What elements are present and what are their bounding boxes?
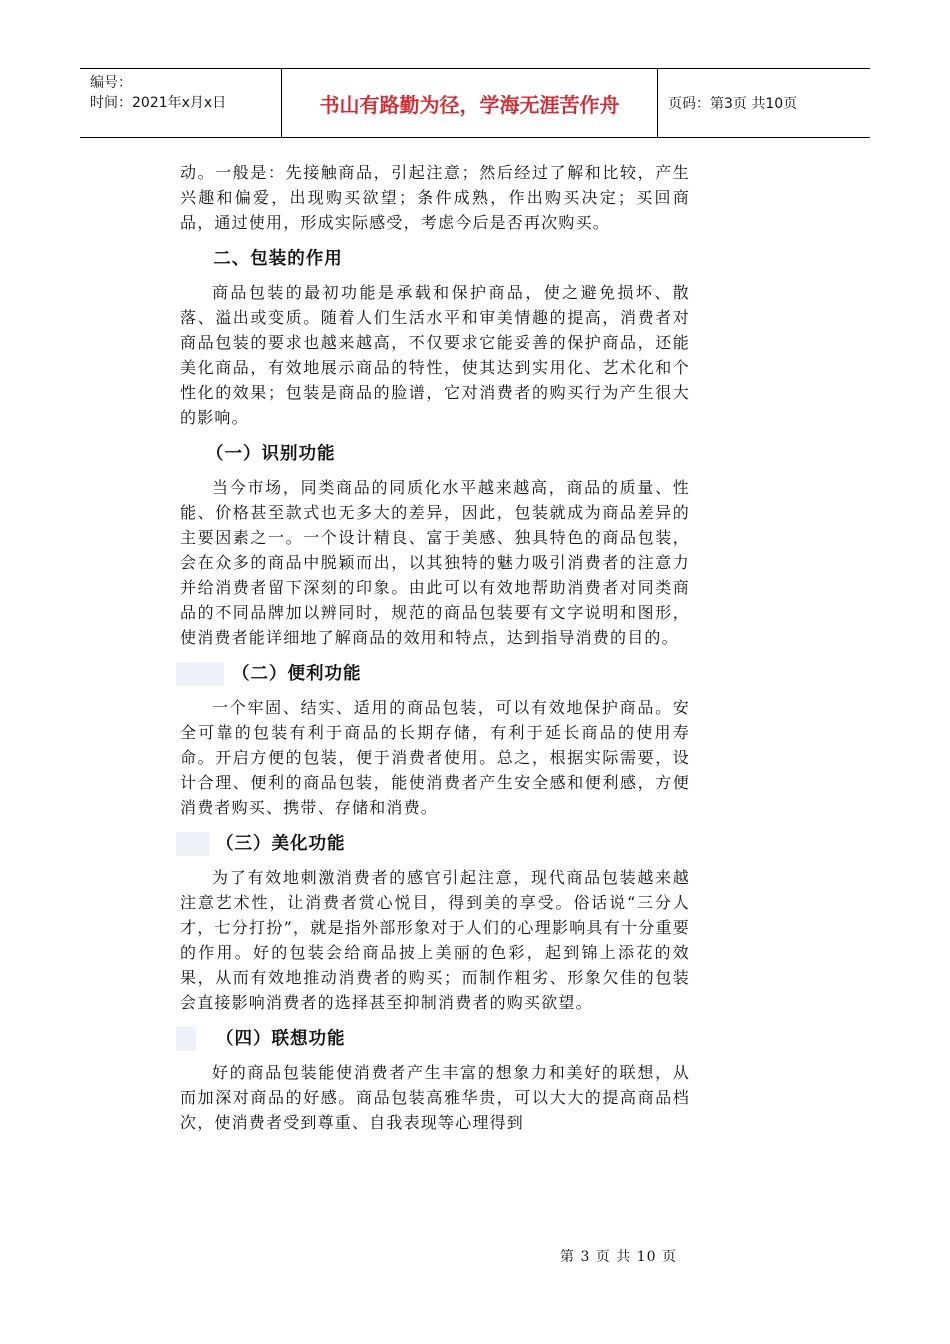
header-date-label: 时间：2021年x月x日 — [90, 95, 227, 111]
subheading-beautify — [180, 832, 690, 857]
paragraph-convenience: 一个牢固、结实、适用的商品包装，可以有效地保护商品。安全可靠的包装有利于商品的长期存储，有利于延长商品的使用寿命。开启方便的包装，便于消费者使用。总之，根据实际需要，设计合理、便利的商品包装，能使消费者产生安全感和便利感，方便消费者购买、携带、存储和消费。 — [180, 698, 690, 817]
highlight-mark — [176, 1027, 196, 1051]
subheading-identify — [180, 442, 690, 467]
highlight-mark — [176, 832, 210, 856]
page-header — [80, 68, 870, 138]
document-body — [180, 160, 690, 1135]
paragraph-intro: 动。一般是：先接触商品，引起注意；然后经过了解和比较，产生兴趣和偏爱，出现购买欲望；条件成熟，作出购买决定；买回商品，通过使用，形成实际感受，考虑今后是否再次购买。 — [180, 163, 690, 232]
paragraph-association: 好的商品包装能使消费者产生丰富的想象力和美好的联想，从而加深对商品的好感。商品包装高雅华贵，可以大大的提高商品档次，使消费者受到尊重、自我表现等心理得到 — [180, 1063, 690, 1132]
subheading-association — [180, 1027, 690, 1052]
subheading-convenience-text: （二）便利功能 — [232, 664, 362, 684]
subheading-convenience — [180, 662, 690, 687]
subheading-association-text: （四）联想功能 — [216, 1029, 346, 1049]
subheading-identify-text: （一）识别功能 — [206, 444, 336, 464]
highlight-mark — [176, 662, 224, 686]
paragraph-identify: 当今市场，同类商品的同质化水平越来越高，商品的质量、性能、价格甚至款式也无多大的差异，因此，包装就成为商品差异的主要因素之一。一个设计精良、富于美感、独具特色的商品包装，会在众多的商品中脱颖而出，以其独特的魅力吸引消费者的注意力并给消费者留下深刻的印象。由此可以有效地帮助消费者对同类商品的不同品牌加以辨同时，规范的商品包装要有文字说明和图形，使消费者能详细地了解商品的效用和特点，达到指导消费的目的。 — [180, 478, 690, 647]
paragraph-role: 商品包装的最初功能是承载和保护商品，使之避免损坏、散落、溢出或变质。随着人们生活水平和审美情趣的提高，消费者对商品包装的要求也越来越高，不仅要求它能妥善的保护商品，还能美化商品，有效地展示商品的特性，使其达到实用化、艺术化和个性化的效果；包装是商品的脸谱，它对消费者的购买行为产生很大的影响。 — [180, 283, 690, 427]
header-motto: 书山有路勤为径，学海无涯苦作舟 — [282, 69, 658, 137]
page-footer: 第 3 页 共 10 页 — [560, 1249, 677, 1265]
section-heading-role: 二、包装的作用 — [213, 249, 343, 269]
header-number-label: 编号： — [90, 75, 132, 91]
paragraph-beautify: 为了有效地刺激消费者的感官引起注意，现代商品包装越来越注意艺术性，让消费者赏心悦目，得到美的享受。俗话说“三分人才，七分打扮”，就是指外部形象对于人们的心理影响具有十分重要的作用。好的包装会给商品披上美丽的色彩，起到锦上添花的效果，从而有效地推动消费者的购买；而制作粗劣、形象欠佳的包装会直接影响消费者的选择甚至抑制消费者的购买欲望。 — [180, 868, 690, 1012]
header-meta — [80, 69, 282, 137]
subheading-beautify-text: （三）美化功能 — [216, 834, 346, 854]
header-page-info: 页码：第3页 共10页 — [668, 96, 798, 112]
